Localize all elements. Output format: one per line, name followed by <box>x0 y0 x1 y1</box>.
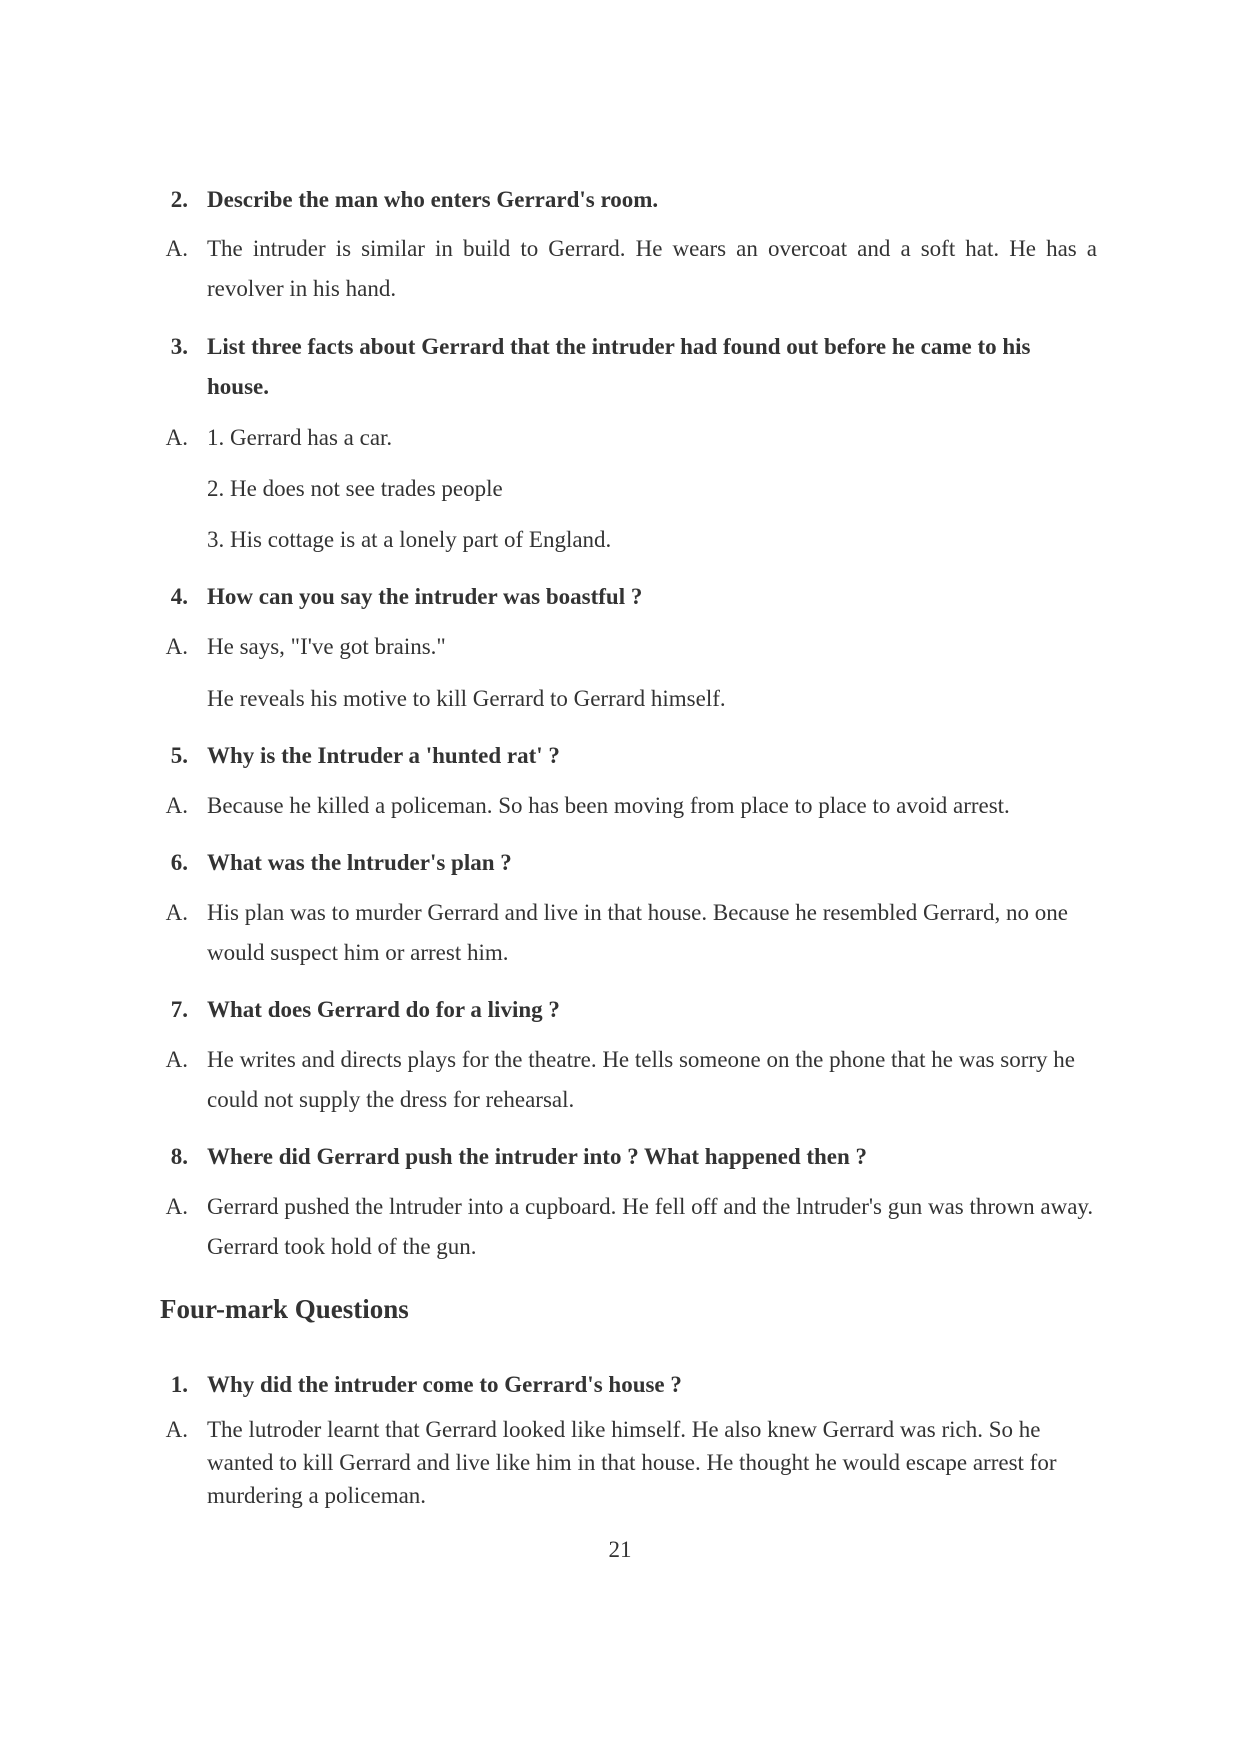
question-number: 8. <box>170 1144 188 1169</box>
question-text: Why is the Intruder a 'hunted rat' ? <box>207 743 560 768</box>
page-number: 21 <box>608 1537 632 1562</box>
answer-line: He says, "I've got brains." <box>207 634 446 659</box>
answer-line: He reveals his motive to kill Gerrard to Gerrard himself. <box>207 686 726 711</box>
question-text: What does Gerrard do for a living ? <box>207 997 560 1022</box>
question-text: Why did the intruder come to Gerrard's house ? <box>207 1372 682 1397</box>
question-number: 7. <box>170 997 188 1022</box>
answer-text: He writes and directs plays for the theatre. He tells someone on the phone that he was sorry he could not supply the dress for rehearsal. <box>207 1047 1075 1112</box>
question-text: Describe the man who enters Gerrard's room. <box>207 187 659 212</box>
answer-text: The lutroder learnt that Gerrard looked like himself. He also knew Gerrard was rich. So he wanted to kill Gerrard and live like him in that house. He thought he would escape arrest for murdering a policeman. <box>207 1417 1057 1508</box>
question-text: List three facts about Gerrard that the intruder had found out before he came to his house. <box>207 334 1031 399</box>
question-text: Where did Gerrard push the intruder into ? What happened then ? <box>207 1144 868 1169</box>
answer-label: A. <box>165 1417 188 1442</box>
answer-line: 3. His cottage is at a lonely part of England. <box>207 527 612 552</box>
answer-label: A. <box>165 1194 188 1219</box>
answer-line: 2. He does not see trades people <box>207 476 503 501</box>
answer-text: The intruder is similar in build to Gerrard. He wears an overcoat and a soft hat. He has a revolver in his hand. <box>207 236 1097 301</box>
question-number: 5. <box>170 743 188 768</box>
answer-label: A. <box>165 425 188 450</box>
answer-line: 1. Gerrard has a car. <box>207 425 393 450</box>
answer-label: A. <box>165 793 188 818</box>
question-number: 1. <box>170 1372 188 1397</box>
section-heading: Four-mark Questions <box>160 1294 409 1324</box>
answer-label: A. <box>165 634 188 659</box>
answer-text: His plan was to murder Gerrard and live in that house. Because he resembled Gerrard, no one would suspect him or arrest him. <box>207 900 1068 965</box>
answer-label: A. <box>165 236 188 261</box>
question-text: How can you say the intruder was boastful ? <box>207 584 643 609</box>
question-number: 3. <box>170 334 188 359</box>
question-text: What was the lntruder's plan ? <box>207 850 512 875</box>
answer-label: A. <box>165 1047 188 1072</box>
question-number: 6. <box>170 850 188 875</box>
question-number: 2. <box>170 187 188 212</box>
answer-label: A. <box>165 900 188 925</box>
answer-text: Gerrard pushed the lntruder into a cupboard. He fell off and the lntruder's gun was thrown away. Gerrard took hold of the gun. <box>207 1194 1094 1259</box>
answer-text: Because he killed a policeman. So has been moving from place to place to avoid arrest. <box>207 793 1010 818</box>
question-number: 4. <box>170 584 188 609</box>
